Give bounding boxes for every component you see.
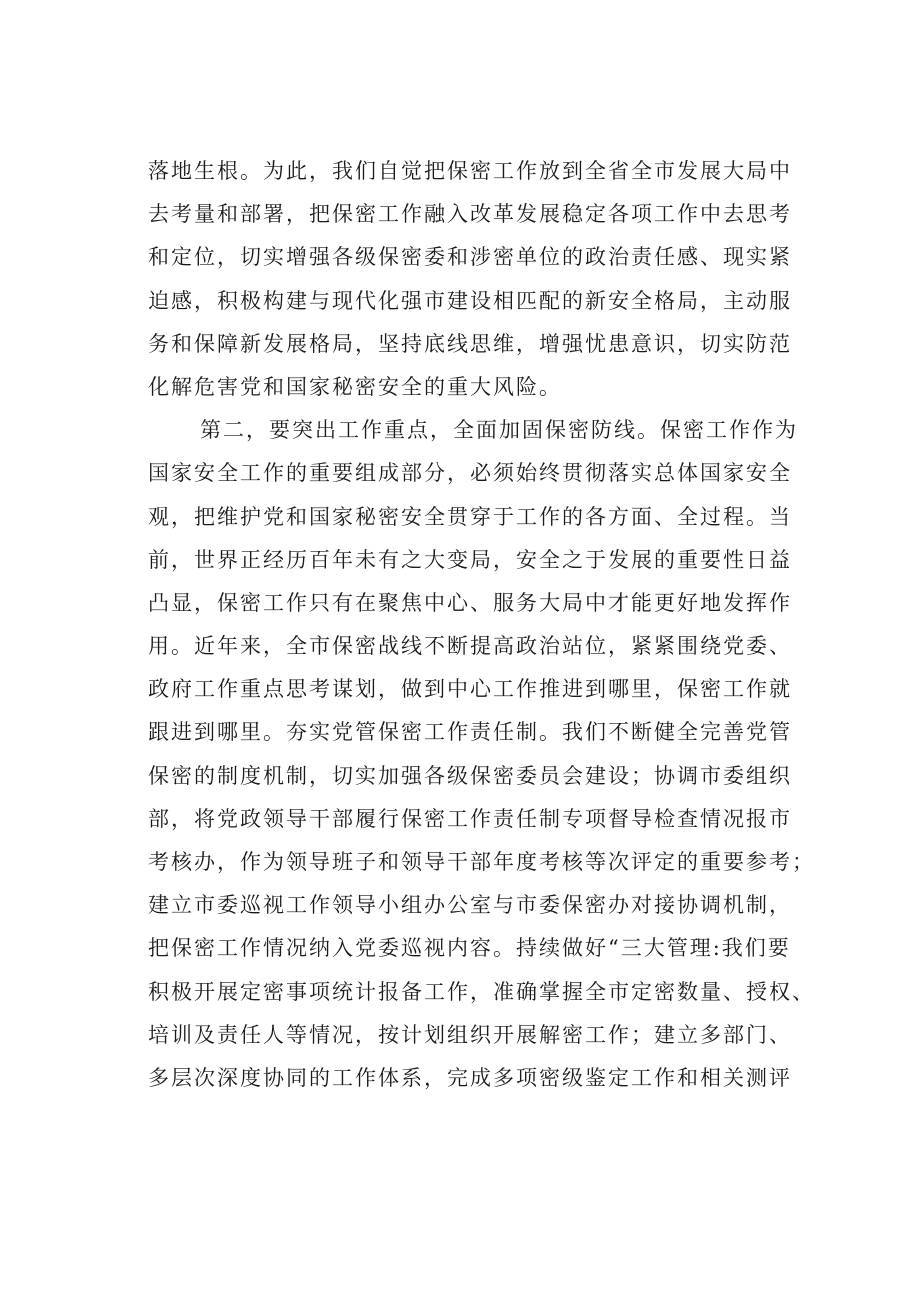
text-line-14: 跟进到哪里。夯实党管保密工作责任制。我们不断健全完善党管 (148, 720, 792, 745)
text-line-16: 部，将党政领导干部履行保密工作责任制专项督导检查情况报市 (148, 806, 792, 831)
text-line-13: 政府工作重点思考谋划，做到中心工作推进到哪里，保密工作就 (148, 677, 792, 702)
text-line-15: 保密的制度机制，切实加强各级保密委员会建设；协调市委组织 (148, 763, 792, 788)
text-line-1: 落地生根。为此，我们自觉把保密工作放到全省全市发展大局中 (148, 159, 792, 183)
text-line-10: 前，世界正经历百年未有之大变局，安全之于发展的重要性日益 (148, 547, 792, 572)
text-line-8: 国家安全工作的重要组成部分，必须始终贯彻落实总体国家安全 (148, 461, 792, 486)
text-line-4: 迫感，积极构建与现代化强市建设相匹配的新安全格局，主动服 (148, 288, 792, 313)
body-text (148, 150, 815, 1100)
text-line-3: 和定位，切实增强各级保密委和涉密单位的政治责任感、现实紧 (148, 245, 792, 270)
text-line-12: 用。近年来，全市保密战线不断提高政治站位，紧紧围绕党委、 (148, 634, 792, 659)
paragraph-start-line: 第二，要突出工作重点，全面加固保密防线。保密工作作为 (200, 418, 798, 443)
text-line-2: 去考量和部署，把保密工作融入改革发展稳定各项工作中去思考 (148, 202, 792, 227)
text-line-20: 积极开展定密事项统计报备工作，准确掌握全市定密数量、授权、 (148, 979, 815, 1004)
text-line-21: 培训及责任人等情况，按计划组织开展解密工作；建立多部门、 (148, 1022, 792, 1047)
text-line-5: 务和保障新发展格局，坚持底线思维，增强忧患意识，切实防范 (148, 331, 792, 356)
text-line-6: 化解危害党和国家秘密安全的重大风险。 (148, 374, 562, 399)
text-line-19: 把保密工作情况纳入党委巡视内容。持续做好“三大管理:我们要 (148, 936, 791, 961)
text-line-11: 凸显，保密工作只有在聚焦中心、服务大局中才能更好地发挥作 (148, 590, 792, 615)
text-line-18: 建立市委巡视工作领导小组办公室与市委保密办对接协调机制， (148, 893, 792, 918)
text-line-9: 观，把维护党和国家秘密安全贯穿于工作的各方面、全过程。当 (148, 504, 792, 529)
text-line-17: 考核办，作为领导班子和领导干部年度考核等次评定的重要参考； (148, 850, 815, 874)
text-line-22: 多层次深度协同的工作体系，完成多项密级鉴定工作和相关测评 (148, 1065, 792, 1090)
